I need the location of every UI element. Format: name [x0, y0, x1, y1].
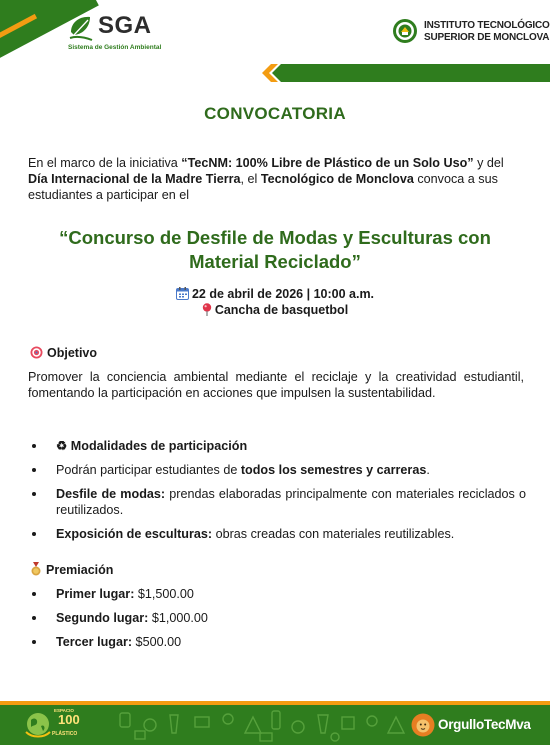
- list-item: [28, 438, 526, 454]
- intro-initiative: “TecNM: 100% Libre de Plástico de un Solo Uso”: [181, 156, 474, 170]
- badge-line1: ESPACIO: [54, 708, 74, 713]
- list-item-bold: todos los semestres y carreras: [240, 463, 427, 477]
- event-details: [0, 286, 550, 318]
- intro-text-2: y del: [473, 156, 504, 170]
- target-icon: [30, 346, 43, 359]
- objetivo-heading-label: Objetivo: [47, 346, 98, 360]
- list-item-text: prendas elaboradas principalmente con materiales reciclados o reutilizados.: [56, 487, 526, 517]
- bullet: [32, 532, 36, 536]
- list-item-bold: Desfile de modas:: [56, 487, 166, 501]
- premiacion-heading-label: Premiación: [46, 563, 114, 577]
- footer-brand: [410, 712, 550, 740]
- earth-hands-icon: [24, 710, 52, 740]
- premiacion-heading: [30, 562, 113, 577]
- intro-earth-day: Día Internacional de la Madre Tierra: [28, 172, 241, 186]
- prize-label: Tercer lugar:: [56, 635, 133, 649]
- institute-name-line1: INSTITUTO TECNOLÓGICO: [424, 20, 550, 31]
- bullet: [32, 592, 36, 596]
- sga-leaf-icon: [68, 14, 94, 44]
- list-item: [28, 634, 526, 650]
- intro-paragraph: [28, 155, 526, 203]
- sga-title: SGA: [98, 12, 152, 39]
- prize-label: Segundo lugar:: [56, 611, 149, 625]
- prize-label: Primer lugar:: [56, 587, 135, 601]
- location-pin-icon: [202, 303, 212, 316]
- bullet: [32, 468, 36, 472]
- intro-text-3: , el: [240, 172, 261, 186]
- brand-hashtag: OrgulloTecMva: [438, 717, 531, 732]
- bullet: [32, 616, 36, 620]
- list-item: [28, 586, 526, 602]
- modalidades-heading: Modalidades de participación: [70, 439, 248, 453]
- list-item: [28, 526, 526, 542]
- institute-seal-icon: [392, 18, 418, 44]
- event-place-line: [0, 302, 550, 318]
- badge-number: 100: [58, 712, 80, 727]
- badge-line2: PLÁSTICO: [52, 731, 78, 737]
- list-item-text: .: [426, 463, 430, 477]
- intro-text-1: En el marco de la iniciativa: [28, 156, 182, 170]
- intro-institution: Tecnológico de Monclova: [260, 172, 414, 186]
- sga-logo: [68, 14, 168, 54]
- prize-amount: $1,000.00: [148, 611, 208, 625]
- list-item: [28, 462, 526, 478]
- objetivo-text: Promover la conciencia ambiental mediante el reciclaje y la creatividad estudiantil, fomentando la participación en acciones que impulsen la sustentabilidad.: [28, 370, 524, 400]
- institute-name: [424, 20, 550, 44]
- header-accent-bar: [262, 64, 550, 82]
- event-place: Cancha de basquetbol: [214, 303, 349, 317]
- objetivo-heading: [30, 346, 97, 360]
- calendar-icon: [176, 287, 189, 300]
- lion-icon: [410, 712, 436, 738]
- page-title: CONVOCATORIA: [204, 104, 346, 123]
- plastic-free-badge: [24, 708, 104, 742]
- list-item-bold: Exposición de esculturas:: [56, 527, 213, 541]
- event-date-time: 22 de abril de 2026 | 10:00 a.m.: [191, 287, 375, 301]
- list-item: [28, 610, 526, 626]
- bullet: [32, 444, 36, 448]
- list-item-text: obras creadas con materiales reutilizables.: [212, 527, 455, 541]
- bullet: [32, 492, 36, 496]
- bullet: [32, 640, 36, 644]
- contest-title: “Concurso de Desfile de Modas y Esculturas con Material Reciclado”: [59, 227, 491, 272]
- sga-subtitle: Sistema de Gestión Ambiental: [68, 44, 162, 51]
- prize-amount: $500.00: [132, 635, 182, 649]
- event-date-line: [0, 286, 550, 302]
- prize-amount: $1,500.00: [134, 587, 194, 601]
- institute-name-line2: SUPERIOR DE MONCLOVA: [424, 32, 550, 43]
- list-item: [28, 486, 526, 518]
- recycle-icon: ♻: [56, 439, 68, 453]
- intro-text-4: convoca a sus estudiantes a participar en el: [28, 172, 498, 202]
- institute-logo: [392, 18, 550, 50]
- medal-icon: [30, 562, 42, 576]
- list-item-text: Podrán participar estudiantes de: [56, 463, 241, 477]
